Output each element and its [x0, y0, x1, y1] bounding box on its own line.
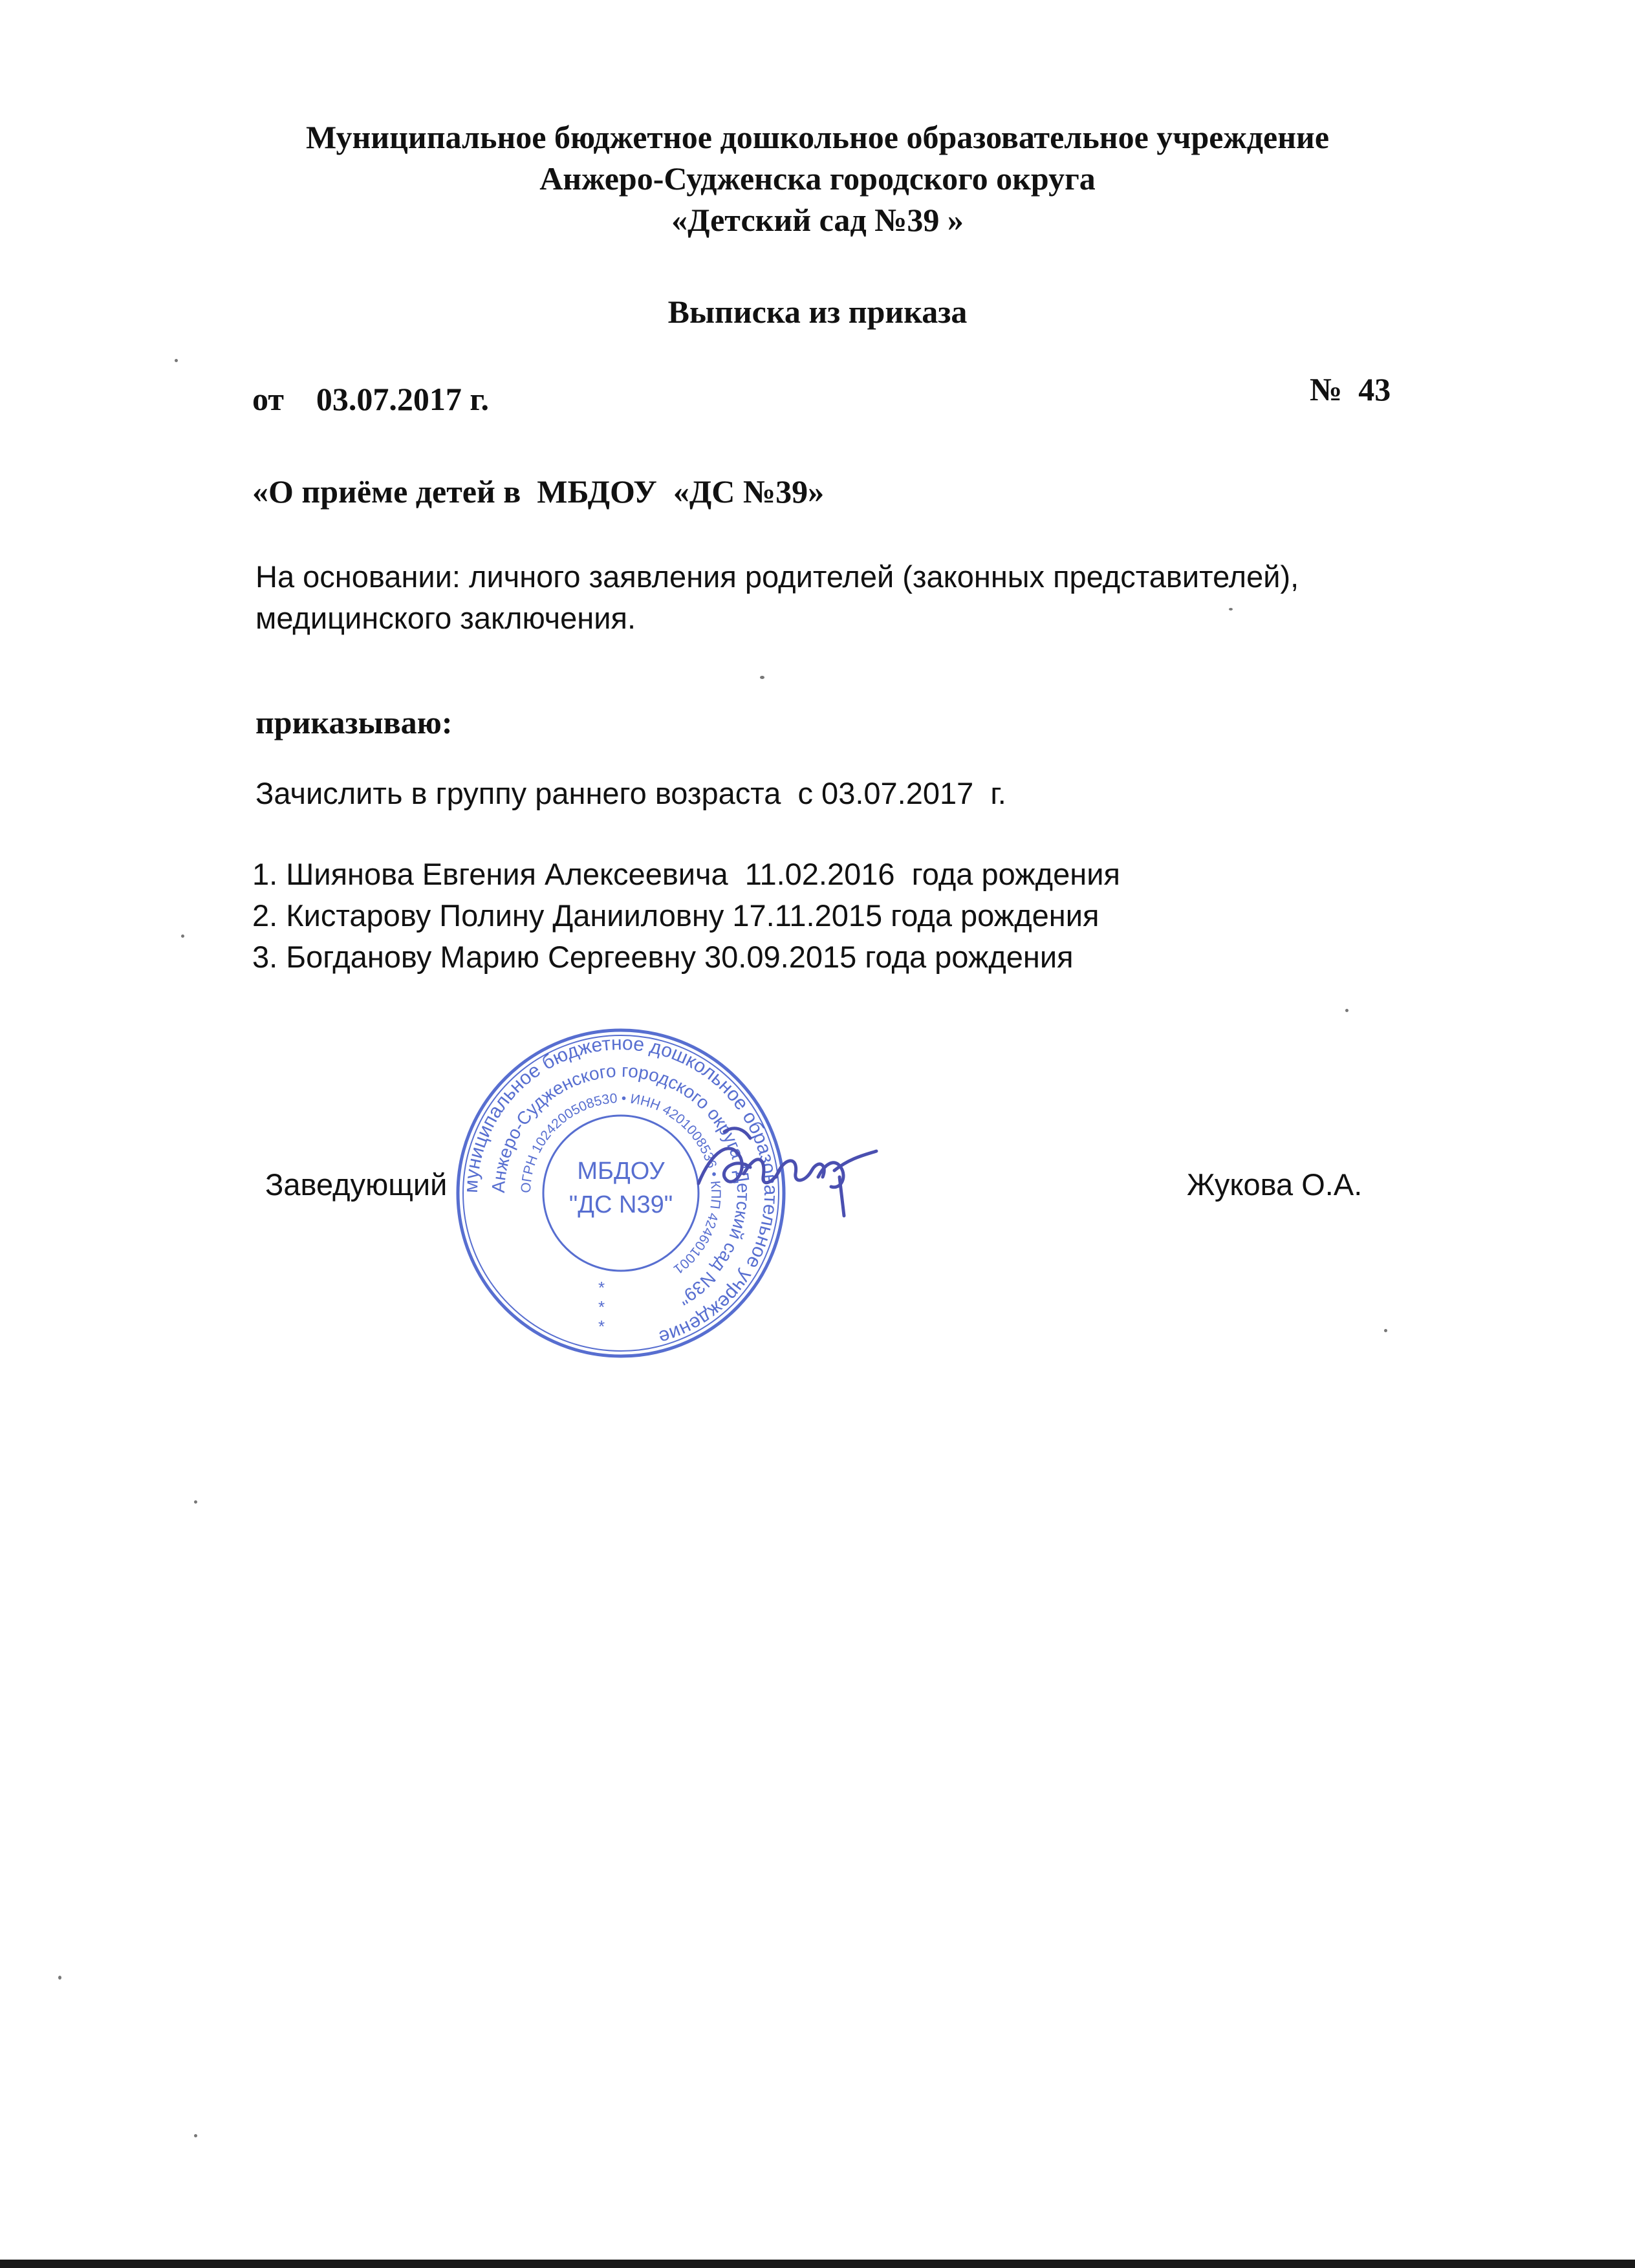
institution-name-line1: Муниципальное бюджетное дошкольное образовательное учреждение	[305, 119, 1330, 155]
order-number: № 43	[1310, 371, 1391, 407]
scan-speck	[58, 1976, 61, 1980]
order-basis	[255, 556, 1484, 639]
svg-text:*: *	[598, 1317, 605, 1336]
list-item: 3. Богданову Марию Сергеевну 30.09.2015 года рождения	[252, 940, 1074, 974]
handwritten-signature	[686, 1112, 880, 1222]
scan-speck	[194, 1500, 197, 1504]
stamp-inner-text: ОГРН 1024200508530 • ИНН 4201008536 • КПП 424601001	[518, 1090, 724, 1277]
signatory-name: Жукова О.А.	[1187, 1167, 1363, 1202]
scan-speck	[181, 934, 184, 938]
stamp-outer-text: муниципальное бюджетное дошкольное образовательное учреждение	[460, 1032, 782, 1348]
institution-header	[0, 116, 1635, 241]
order-basis-line1: На основании: личного заявления родителей (законных представителей),	[255, 559, 1299, 594]
scan-speck	[760, 676, 764, 679]
scan-speck	[175, 359, 178, 362]
scan-speck	[1229, 608, 1233, 610]
svg-text:*: *	[598, 1278, 605, 1297]
signatory-role: Заведующий	[265, 1167, 448, 1202]
scan-bottom-edge	[0, 2260, 1635, 2268]
document-title: Выписка из приказа	[667, 294, 968, 330]
institution-name-line3: «Детский сад №39 »	[671, 202, 964, 238]
list-item: 1. Шиянова Евгения Алексеевича 11.02.2016 года рождения	[252, 857, 1120, 891]
scan-speck	[1384, 1329, 1387, 1332]
list-item: 2. Кистарову Полину Данииловну 17.11.2015 года рождения	[252, 898, 1099, 933]
order-subject: «О приёме детей в МБДОУ «ДС №39»	[252, 473, 825, 510]
stamp-center-line2: "ДС N39"	[568, 1191, 673, 1218]
scan-speck	[1345, 1009, 1348, 1012]
order-basis-line2: медицинского заключения.	[255, 601, 636, 635]
institution-name-line2: Анжеро-Судженска городского округа	[539, 160, 1096, 197]
enrollment-statement: Зачислить в группу раннего возраста с 03.07.2017 г.	[255, 776, 1006, 810]
svg-text:*: *	[598, 1297, 605, 1317]
order-directive: приказываю:	[255, 704, 453, 740]
order-date: от 03.07.2017 г.	[252, 381, 489, 417]
stamp-center-line1: МБДОУ	[577, 1158, 665, 1185]
children-list	[252, 854, 1120, 978]
stamp-middle-text: Анжеро-Судженского городского округа "Детский сад N39"	[488, 1060, 754, 1310]
scan-speck	[194, 2134, 197, 2137]
